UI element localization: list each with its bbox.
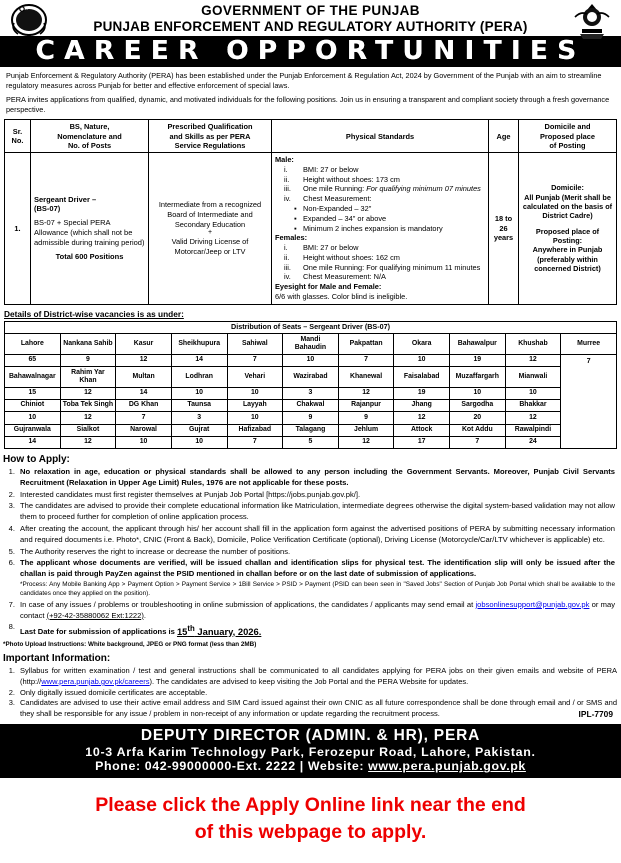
footer-designation: DEPUTY DIRECTOR (ADMIN. & HR), PERA xyxy=(140,726,481,744)
district-name: Bahawalnagar xyxy=(5,367,61,388)
district-seat-count: 3 xyxy=(171,412,227,424)
pera-careers-link[interactable]: www.pera.punjab.gov.pk/careers xyxy=(41,676,150,686)
district-seat-count: 9 xyxy=(283,412,339,424)
district-name: Gujranwala xyxy=(5,424,61,436)
how-to-apply-title: How to Apply: xyxy=(3,454,70,466)
district-seat-count: 20 xyxy=(450,412,506,424)
cell-age: 18 to 26 years xyxy=(489,153,519,304)
positions-table xyxy=(4,119,617,304)
district-name: Muzaffargarh xyxy=(450,367,506,388)
district-name: Pakpattan xyxy=(338,334,394,355)
district-name: Lahore xyxy=(5,334,61,355)
list-item: 5. The Authority reserves the right to increase or decrease the number of positions. xyxy=(8,546,291,556)
list-item: 7. In case of any issues / problems or troubleshooting in online submission of applications, the candidates / applicants may send email at jobsonlinesupport@punjab.gov.pk or may contact (+92-42-35880062 Ext:1222). xyxy=(8,599,615,620)
list-item: 3. Candidates are advised to use their active email address and SIM Card issued against their own CNIC as all future correspondence shall be done through email and / or SMS and they shall be responsible for any issue / problem in non-receipt of any information or update regarding the recruitment process. IPL-7709 xyxy=(8,698,617,719)
district-names-row xyxy=(5,334,617,355)
eyesight-text: 6/6 with glasses. Color blind is ineligible. xyxy=(275,291,408,301)
list-item: iv. Chest Measurement: xyxy=(284,194,372,204)
list-item: 6. The applicant whose documents are verified, will be issued challan and identification slips for physical test. The identification slip will only be issued after the challan is paid through PayZen against the PSID mentioned in challan before or on the last date of submission of applications. *Process: Any Mobile Banking App > Payment Option > Payment Service > 1Bill Service > PSID > Payment (PSID can been seen in "Saved Jobs" Section of Punjab Job Portal which shall be available to the candidates once they applied on the position). xyxy=(8,558,615,597)
district-banner: Distribution of Seats – Sergeant Driver (BS-07) xyxy=(5,321,617,334)
district-name: Chiniot xyxy=(5,399,61,411)
district-name: Kot Addu xyxy=(450,424,506,436)
apply-note-line1: Please click the Apply Online link near the end xyxy=(95,794,526,817)
district-seat-count: 9 xyxy=(60,354,116,366)
district-seat-count: 10 xyxy=(450,387,506,399)
domicile-heading: Domicile: xyxy=(551,183,584,193)
header-physical-standards: Physical Standards xyxy=(272,120,489,153)
intro-paragraph-1: Punjab Enforcement & Regulatory Authority (PERA) has been established under the Punjab Enforcement & Regulation Act, 2024 by Government of the Punjab with an aim to streamline regulatory measures across Punjab for better and effective enforcement of special laws. xyxy=(6,71,602,90)
district-name: Sialkot xyxy=(60,424,116,436)
header-nomenclature: BS, Nature, Nomenclature and No. of Posts xyxy=(31,120,149,153)
header-sr-no: Sr. No. xyxy=(5,120,31,153)
list-item: 2. Only digitally issued domicile certificates are acceptable. xyxy=(8,687,208,697)
apply-item-7-middle: or may contact xyxy=(20,599,615,620)
district-values-row xyxy=(5,354,617,366)
cell-physical-standards xyxy=(272,153,489,304)
posting-body: Anywhere in Punjab (preferably within concerned District) xyxy=(532,245,603,274)
district-name: Toba Tek Singh xyxy=(60,399,116,411)
apply-item-7-text: In case of any issues / problems or troubleshooting in online submission of applications, the candidates / applicants may send email at xyxy=(20,599,476,609)
header-qualification: Prescribed Qualification and Skills as per PERA Service Regulations xyxy=(149,120,272,153)
apply-note-line2: of this webpage to apply. xyxy=(194,820,427,843)
district-name: Faisalabad xyxy=(394,367,450,388)
cell-domicile-posting xyxy=(519,153,617,304)
last-date-label: Last Date for submission of applications is xyxy=(20,627,177,637)
district-names-row xyxy=(5,424,617,436)
district-seat-count: 19 xyxy=(450,354,506,366)
district-name: Vehari xyxy=(227,367,283,388)
table-row xyxy=(5,153,617,304)
list-item: 3. The candidates are advised to provide their complete educational information like Matriculation, intermediate degrees otherwise the digital system-based validation may not allow them to proceed further for completion of online application process. xyxy=(8,501,615,522)
list-item: i. BMI: 27 or below xyxy=(284,243,359,253)
district-seat-count: 17 xyxy=(394,436,450,448)
footer-contact-block xyxy=(0,724,621,779)
district-seat-count: 12 xyxy=(394,412,450,424)
district-seat-count: 12 xyxy=(505,354,561,366)
header-age: Age xyxy=(489,120,519,153)
footer-website-link[interactable]: www.pera.punjab.gov.pk xyxy=(368,759,526,774)
photo-upload-note: *Photo Upload Instructions: White background, JPEG or PNG format (less than 2MB) xyxy=(3,641,257,649)
post-pay-detail: BS-07 + Special PERA Allowance (which shall not be admissible during training period) xyxy=(34,218,145,247)
district-seat-count: 10 xyxy=(394,354,450,366)
female-standards-list xyxy=(275,243,485,282)
district-seat-count: 14 xyxy=(171,354,227,366)
district-name: Jehlum xyxy=(338,424,394,436)
post-title-line1: Sergeant Driver – xyxy=(34,194,97,204)
bullet-icon: ▪ xyxy=(294,213,297,223)
district-name: Wazirabad xyxy=(283,367,339,388)
list-item: 1. No relaxation in age, education or physical standards shall be allowed to any person including the Government Servants. Moreover, Punjab Civil Servants Recruitment (Relaxation in Upper Age Limit) Rules, 1976 are not applicable for these posts. xyxy=(8,467,615,487)
district-name: Murree xyxy=(561,334,617,355)
cell-post-nomenclature xyxy=(31,153,149,304)
district-values-row xyxy=(5,412,617,424)
list-item: iii. One mile Running: For qualifying minimum 07 minutes xyxy=(284,184,481,194)
district-name: Kasur xyxy=(116,334,172,355)
list-item: 8. Last Date for submission of applications is 15th January, 2026. xyxy=(8,622,262,637)
district-name: DG Khan xyxy=(116,399,172,411)
female-standards-heading: Females: xyxy=(275,233,308,243)
career-opportunities-banner xyxy=(0,36,621,67)
district-seat-count: 12 xyxy=(60,436,116,448)
district-seat-count: 12 xyxy=(338,387,394,399)
district-name: Mianwali xyxy=(505,367,561,388)
district-banner-row xyxy=(5,321,617,334)
cell-sr-no: 1. xyxy=(5,153,31,304)
district-seat-count: 14 xyxy=(116,387,172,399)
footer-phone-website: Phone: 042-99000000-Ext. 2222 | Website: www.pera.punjab.gov.pk xyxy=(95,759,526,774)
list-item: 2. Interested candidates must first register themselves at Punjab Job Portal [https://jobs.punjab.gov.pk/]. xyxy=(8,489,361,499)
district-name: Khushab xyxy=(505,334,561,355)
payzen-process-note: *Process: Any Mobile Banking App > Payment Option > Payment Service > 1Bill Service > PSID > Payment (PSID can been seen in "Saved Jobs" Section of Punjab Job Portal which shall be available to the candidates once they applied on the position). xyxy=(20,580,615,597)
list-item: 1. Syllabus for written examination / test and general instructions shall be communicated to all candidates applying for PERA jobs on their given emails and website of PERA (http://www.pera.punjab.gov.pk/careers). The candidates are advised to keep visiting the Job Portal and the PERA Website for updates. xyxy=(8,666,617,686)
district-seat-count: 14 xyxy=(5,436,61,448)
district-name: Nankana Sahib xyxy=(60,334,116,355)
apply-item-6-text: The applicant whose documents are verified, will be issued challan and identification slips for physical test. The identification slip will only be issued after the challan is paid through PayZen against the PSID mentioned in challan before or on the last date of submission of applications. xyxy=(20,558,615,579)
important-information-list xyxy=(0,666,621,720)
male-chest-bullets xyxy=(275,204,485,233)
district-values-row xyxy=(5,387,617,399)
qualification-line2: Valid Driving License of Motorcar/Jeep or LTV xyxy=(171,237,249,256)
district-name: Talagang xyxy=(283,424,339,436)
district-name: Taunsa xyxy=(171,399,227,411)
qualification-separator: + xyxy=(207,229,213,237)
posting-heading: Proposed place of Posting: xyxy=(535,226,600,246)
punjab-government-crest-icon xyxy=(6,1,52,41)
district-vacancies-table xyxy=(4,321,617,449)
last-date-value: 15th January, 2026. xyxy=(176,623,262,637)
domicile-body: All Punjab (Merit shall be calculated on the basis of District Cadre) xyxy=(522,192,613,221)
bullet-icon: ▪ xyxy=(294,203,297,213)
district-name: Gujrat xyxy=(171,424,227,436)
district-name: Hafizabad xyxy=(227,424,283,436)
district-name: Jhang xyxy=(394,399,450,411)
district-name: Okara xyxy=(394,334,450,355)
district-seat-count: 10 xyxy=(116,436,172,448)
district-seat-count: 12 xyxy=(338,436,394,448)
list-item: ▪ Non-Expanded – 32" xyxy=(275,204,485,214)
district-name: Attock xyxy=(394,424,450,436)
district-name: Sargodha xyxy=(450,399,506,411)
list-item: i. BMI: 27 or below xyxy=(284,164,359,174)
district-seat-count: 10 xyxy=(171,436,227,448)
career-banner-text: CAREER OPPORTUNITIES xyxy=(35,36,586,67)
list-item: ii. Height without shoes: 162 cm xyxy=(284,252,400,262)
district-seat-count: 7 xyxy=(227,436,283,448)
district-seat-count: 19 xyxy=(394,387,450,399)
district-seat-count: 10 xyxy=(283,354,339,366)
district-seat-count: 9 xyxy=(338,412,394,424)
district-names-row xyxy=(5,399,617,411)
district-name: Chakwal xyxy=(283,399,339,411)
important-information-title: Important Information: xyxy=(3,653,111,665)
government-title: GOVERNMENT OF THE PUNJAB xyxy=(201,3,420,18)
authority-title: PUNJAB ENFORCEMENT AND REGULATORY AUTHORITY (PERA) xyxy=(93,18,528,34)
male-standards-heading: Male: xyxy=(275,155,294,165)
list-item: iv. Chest Measurement: N/A xyxy=(284,272,386,282)
district-seat-count: 12 xyxy=(116,354,172,366)
district-name: Bhakkar xyxy=(505,399,561,411)
how-to-apply-list xyxy=(0,467,621,638)
district-values-row xyxy=(5,436,617,448)
list-item: iii. One mile Running: For qualifying minimum 11 minutes xyxy=(284,262,481,272)
list-item: 4. After creating the account, the applicant through his/ her account shall fill in the application form against the advertised positions of PERA by submitting necessary information and required documents i.e. Photo*, CNIC (Front & Back), Domicile, Police Verification Certificate (optional), Driving License (Motorcycle/Car/LTV whichever is applicable) etc. xyxy=(8,524,615,544)
district-seat-count: 12 xyxy=(60,412,116,424)
district-name: Rahim Yar Khan xyxy=(60,367,116,388)
total-positions: Total 600 Positions xyxy=(55,252,124,262)
district-seat-count: 7 xyxy=(338,354,394,366)
pera-logo-icon xyxy=(569,1,615,41)
district-section-title: Details of District-wise vacancies is as under: xyxy=(4,308,184,319)
district-name: Khanewal xyxy=(338,367,394,388)
bullet-icon: ▪ xyxy=(294,223,297,233)
district-seat-count: 7 xyxy=(561,354,617,448)
header-domicile: Domicile and Proposed place of Posting xyxy=(519,120,617,153)
district-name: Mandi Bahaudin xyxy=(283,334,339,355)
district-name: Sheikhupura xyxy=(171,334,227,355)
list-item: ▪ Minimum 2 inches expansion is mandatory xyxy=(275,224,485,234)
district-seat-count: 10 xyxy=(227,412,283,424)
district-seat-count: 12 xyxy=(60,387,116,399)
district-seat-count: 12 xyxy=(505,412,561,424)
district-name: Lodhran xyxy=(171,367,227,388)
male-standards-list xyxy=(275,165,485,204)
district-seat-count: 10 xyxy=(505,387,561,399)
district-seat-count: 65 xyxy=(5,354,61,366)
qualification-line1: Intermediate from a recognized Board of Intermediate and Secondary Education xyxy=(158,200,262,229)
district-seat-count: 24 xyxy=(505,436,561,448)
eyesight-heading: Eyesight for Male and Female: xyxy=(275,282,382,292)
district-name: Rawalpindi xyxy=(505,424,561,436)
intro-paragraph-2: PERA invites applications from qualified, dynamic, and motivated individuals for the following positions. Join us in ensuring a transparent and compliant society through a fresh governance perspective. xyxy=(6,94,610,114)
list-item: ▪ Expanded – 34" or above xyxy=(275,214,485,224)
district-seat-count: 3 xyxy=(283,387,339,399)
table-header-row xyxy=(5,120,617,153)
district-name: Multan xyxy=(116,367,172,388)
cell-qualification xyxy=(149,153,272,304)
district-name: Narowal xyxy=(116,424,172,436)
support-phone: (+92-42-35880062 Ext:1222) xyxy=(46,610,144,620)
ipl-code: IPL-7709 xyxy=(578,708,613,719)
support-email-link[interactable]: jobsonlinesupport@punjab.gov.pk xyxy=(475,599,590,609)
district-seat-count: 10 xyxy=(227,387,283,399)
masthead xyxy=(0,0,621,36)
district-seat-count: 7 xyxy=(116,412,172,424)
district-name: Rajanpur xyxy=(338,399,394,411)
apply-online-instruction xyxy=(0,778,621,863)
post-title-line2: (BS-07) xyxy=(34,204,61,214)
footer-address: 10-3 Arfa Karim Technology Park, Ferozepur Road, Lahore, Pakistan. xyxy=(85,744,536,759)
introduction xyxy=(0,67,621,117)
district-seat-count: 10 xyxy=(5,412,61,424)
district-names-row xyxy=(5,367,617,388)
district-name: Sahiwal xyxy=(227,334,283,355)
district-seat-count: 7 xyxy=(227,354,283,366)
district-seat-count: 15 xyxy=(5,387,61,399)
district-name: Layyah xyxy=(227,399,283,411)
district-seat-count: 5 xyxy=(283,436,339,448)
district-name: Bahawalpur xyxy=(450,334,506,355)
list-item: ii. Height without shoes: 173 cm xyxy=(284,174,400,184)
district-seat-count: 10 xyxy=(171,387,227,399)
district-seat-count: 7 xyxy=(450,436,506,448)
